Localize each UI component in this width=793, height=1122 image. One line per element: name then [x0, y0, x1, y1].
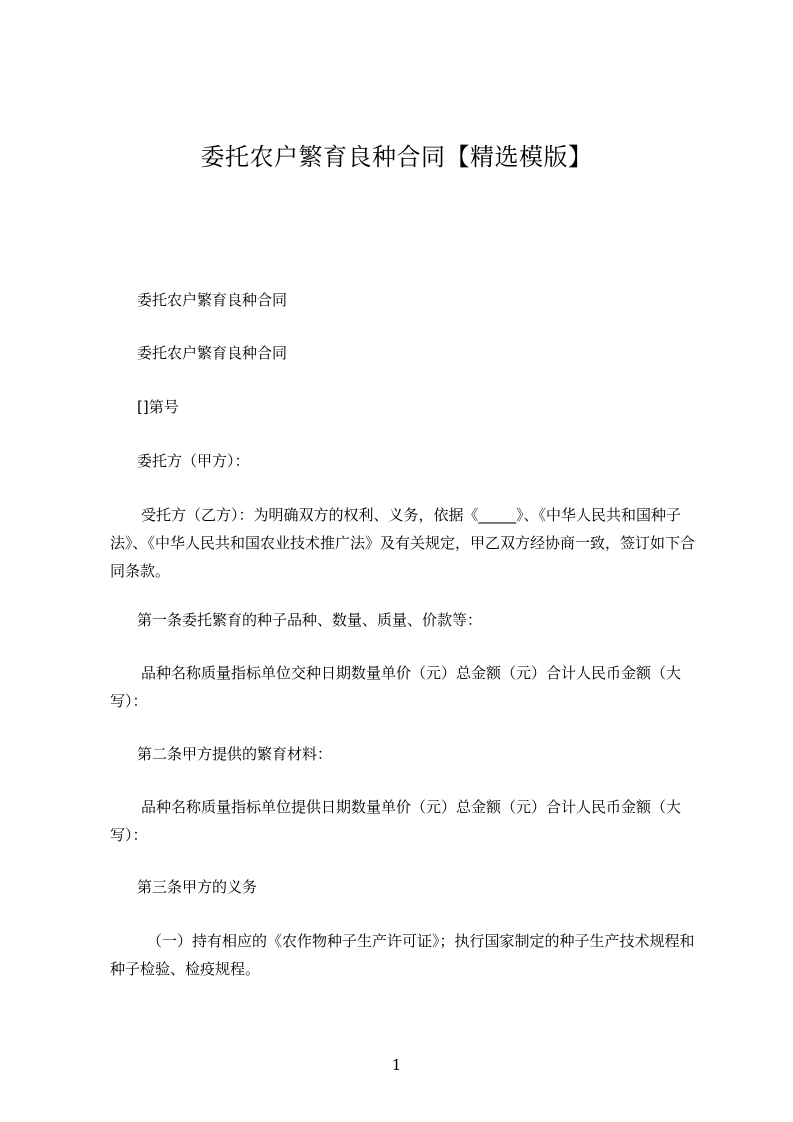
paragraph-article-2: 第二条甲方提供的繁育材料： [137, 745, 333, 763]
paragraph-contract-subheading: 委托农户繁育良种合同 [137, 344, 288, 362]
paragraph-contract-number: []第号 [137, 398, 179, 416]
document-title: 委托农户繁育良种合同【精选模版】 [200, 143, 593, 171]
paragraph-party-b: 受托方（乙方）：为明确双方的权利、义务，依据《_____》、《中华人民共和国种子法》、《中华人民共和国农业技术推广法》及有关规定，甲乙双方经协商一致，签订如下合同条款。 [110, 506, 696, 580]
paragraph-article-1: 第一条委托繁育的种子品种、数量、质量、价款等： [137, 611, 483, 629]
paragraph-contract-heading: 委托农户繁育良种合同 [137, 291, 288, 309]
paragraph-article-3: 第三条甲方的义务 [137, 878, 258, 896]
paragraph-article-2-detail: 品种名称质量指标单位提供日期数量单价（元）总金额（元）合计人民币金额（大写）： [110, 798, 682, 844]
page-number: 1 [391, 1056, 402, 1074]
paragraph-party-a: 委托方（甲方）： [137, 452, 250, 470]
paragraph-article-1-detail: 品种名称质量指标单位交种日期数量单价（元）总金额（元）合计人民币金额（大写）： [110, 664, 682, 710]
paragraph-article-3-item-1: （一）持有相应的《农作物种子生产许可证》；执行国家制定的种子生产技术规程和种子检验、检疫规程。 [110, 932, 695, 978]
